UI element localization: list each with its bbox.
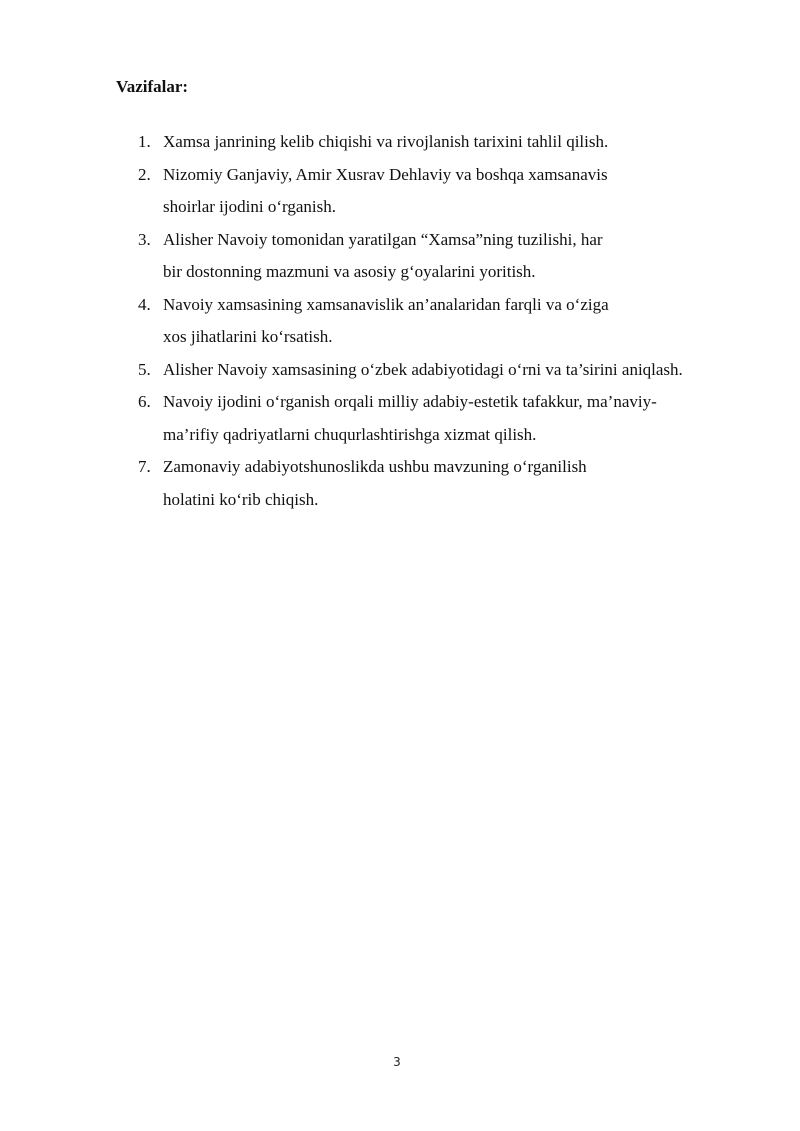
list-item-number: 1.: [138, 132, 151, 151]
list-item: [0, 354, 800, 387]
list-item-line: Nizomiy Ganjaviy, Amir Xusrav Dehlaviy va boshqa xamsanavis: [163, 164, 608, 184]
page-number: 3: [393, 1055, 401, 1069]
list-item-line: xos jihatlarini ko‘rsatish.: [163, 327, 333, 346]
list-item: [0, 126, 800, 159]
list-item-text: [163, 159, 763, 224]
list-item-line: holatini ko‘rib chiqish.: [163, 489, 319, 509]
list-item-number: 4.: [138, 294, 151, 314]
list-item-line: ma’rifiy qadriyatlarni chuqurlashtirishga xizmat qilish.: [163, 424, 537, 444]
list-item-line: shoirlar ijodini o‘rganish.: [163, 197, 336, 216]
list-item-line: Zamonaviy adabiyotshunoslikda ushbu mavzuning o‘rganilish: [163, 457, 587, 476]
list-item-text: [163, 451, 763, 516]
list-item-line: Alisher Navoiy tomonidan yaratilgan “Xamsa”ning tuzilishi, har: [163, 229, 603, 249]
list-item-text: [163, 126, 763, 159]
section-heading: Vazifalar:: [116, 77, 189, 96]
list-item-number: 2.: [138, 164, 151, 184]
list-item-number: 6.: [138, 392, 151, 411]
list-item: [0, 386, 800, 451]
list-item-text: [163, 354, 763, 387]
list-item-number: 7.: [138, 457, 151, 476]
list-item-text: [163, 289, 763, 354]
list-item-number: 3.: [138, 229, 151, 249]
list-item: [0, 224, 800, 289]
list-item-text: [163, 386, 763, 451]
list-item-line: bir dostonning mazmuni va asosiy g‘oyalarini yoritish.: [163, 262, 536, 281]
task-list: [0, 126, 800, 516]
list-item-line: Navoiy ijodini o‘rganish orqali milliy adabiy-estetik tafakkur, ma’naviy-: [163, 392, 657, 411]
list-item-line: Xamsa janrining kelib chiqishi va rivojlanish tarixini tahlil qilish.: [163, 132, 609, 151]
list-item: [0, 159, 800, 224]
list-item: [0, 451, 800, 516]
list-item-number: 5.: [138, 359, 151, 379]
list-item: [0, 289, 800, 354]
list-item-line: Navoiy xamsasining xamsanavislik an’analaridan farqli va o‘ziga: [163, 294, 609, 314]
list-item-line: Alisher Navoiy xamsasining o‘zbek adabiyotidagi o‘rni va ta’sirini aniqlash.: [163, 359, 683, 379]
list-item-text: [163, 224, 763, 289]
